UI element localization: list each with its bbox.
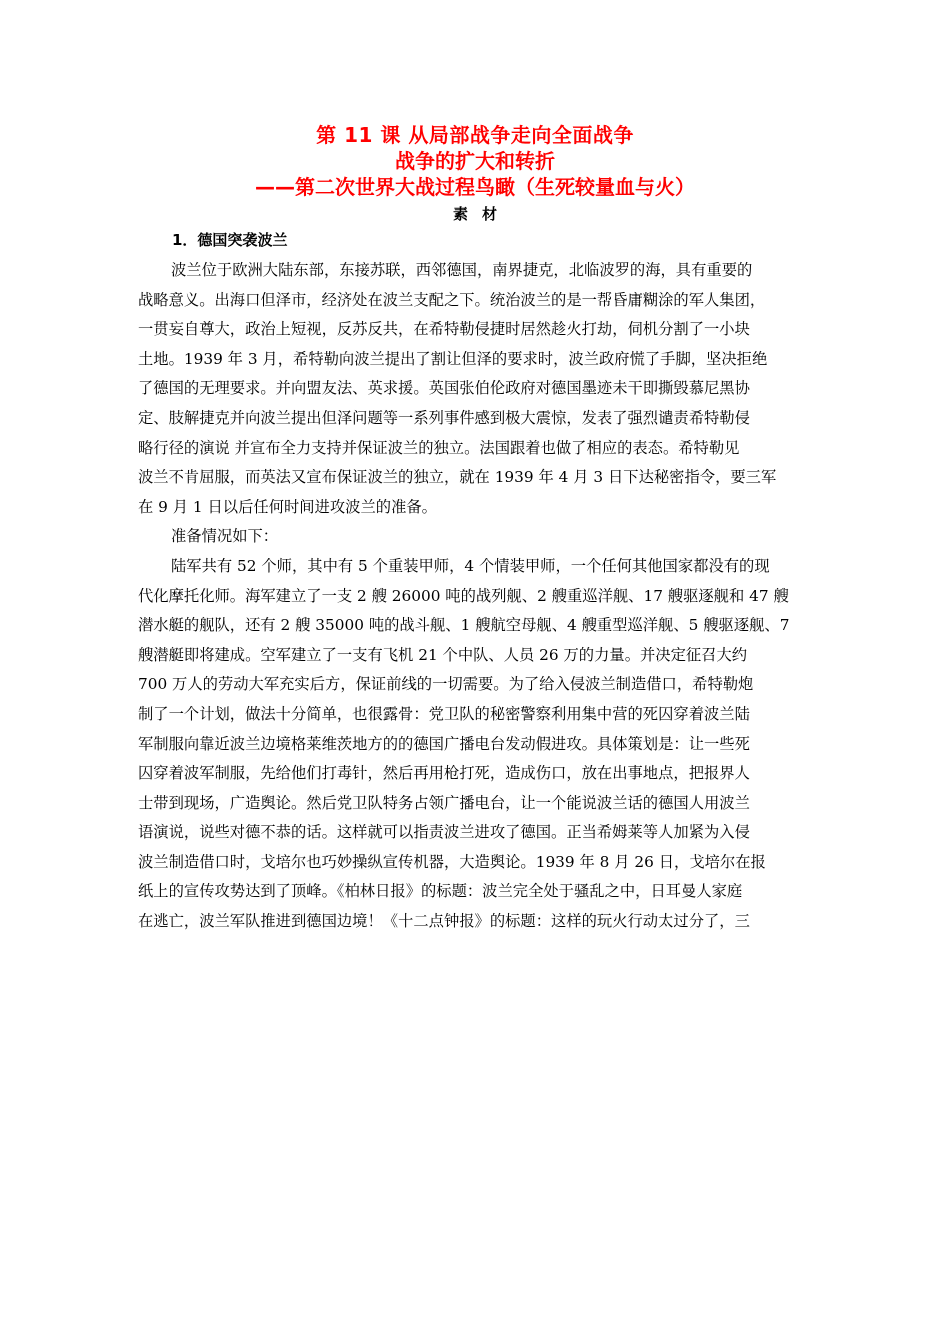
body-text [138,256,818,937]
paragraph-line: 战略意义。出海口但泽市，经济处在波兰支配之下。统治波兰的是一帮昏庸糊涂的军人集团， [138,290,766,309]
paragraph-line: 艘潜艇即将建成。空军建立了一支有飞机 21 个中队、人员 26 万的力量。并决定征召大约 [138,645,748,664]
paragraph-line: 一贯妄自尊大，政治上短视，反苏反共，在希特勒侵捷时居然趁火打劫，伺机分割了一小块 [138,320,750,339]
paragraph-line: 定、肢解捷克并向波兰提出但泽问题等一系列事件感到极大震惊，发表了强烈谴责希特勒侵 [138,408,750,427]
paragraph-line: 代化摩托化师。海军建立了一支 2 艘 26000 吨的战列舰、2 艘重巡洋舰、17 艘驱逐舰和 47 艘 [138,586,789,605]
material-heading: 素材 [452,205,511,223]
paragraph-line: 军制服向靠近波兰边境格莱维茨地方的的德国广播电台发动假进攻。具体策划是：让一些死 [138,734,750,753]
paragraph-line: 纸上的宣传攻势达到了顶峰。《柏林日报》的标题：波兰完全处于骚乱之中，日耳曼人家庭 [138,882,743,901]
paragraph-line: 语演说，说些对德不恭的话。这样就可以指责波兰进攻了德国。正当希姆莱等人加紧为入侵 [138,823,750,842]
paragraph-line: 土地。1939 年 3 月，希特勒向波兰提出了割让但泽的要求时，波兰政府慌了手脚，坚决拒绝 [138,349,768,368]
lesson-title: 第 11 课 从局部战争走向全面战争 [316,123,634,147]
paragraph-line: 囚穿着波军制服，先给他们打毒针，然后再用枪打死，造成伤口，放在出事地点，把报界人 [138,764,750,783]
paragraph-line: 在逃亡，波兰军队推进到德国边境！《十二点钟报》的标题：这样的玩火行动太过分了，三 [138,912,750,931]
paragraph-line: 制了一个计划，做法十分简单，也很露骨：党卫队的秘密警察利用集中营的死囚穿着波兰陆 [138,704,750,723]
title-block [0,122,950,200]
paragraph-line: 波兰位于欧洲大陆东部，东接苏联，西邻德国，南界捷克，北临波罗的海，具有重要的 [171,261,753,279]
paragraph-line: 了德国的无理要求。并向盟友法、英求援。英国张伯伦政府对德国墨迹未干即撕毁慕尼黑协 [138,379,750,398]
paragraph-line: 在 9 月 1 日以后任何时间进攻波兰的准备。 [138,497,437,516]
lesson-subtitle: 战争的扩大和转折 [395,149,555,173]
paragraph-line: 略行径的演说 并宣布全力支持并保证波兰的独立。法国跟着也做了相应的表态。希特勒见 [138,438,740,457]
lesson-topic: ——第二次世界大战过程鸟瞰（生死较量血与火） [255,175,695,199]
paragraph-line: 波兰不肯屈服，而英法又宣布保证波兰的独立，就在 1939 年 4 月 3 日下达秘密指令，要三军 [138,468,777,487]
paragraph-line: 准备情况如下： [171,527,279,546]
paragraph-line: 700 万人的劳动大军充实后方，保证前线的一切需要。为了给入侵波兰制造借口，希特勒炮 [138,675,754,694]
paragraph-line: 潜水艇的舰队，还有 2 艘 35000 吨的战斗舰、1 艘航空母舰、4 艘重型巡洋舰、5 艘驱逐舰、7 [138,616,790,635]
paragraph-line: 陆军共有 52 个师，其中有 5 个重装甲师，4 个情装甲师，一个任何其他国家都没有的现 [171,556,770,575]
paragraph-line: 士带到现场，广造舆论。然后党卫队特务占领广播电台，让一个能说波兰话的德国人用波兰 [138,793,750,812]
paragraph-line: 波兰制造借口时，戈培尔也巧妙操纵宣传机器，大造舆论。1939 年 8 月 26 日，戈培尔在报 [138,852,766,871]
section-heading: 1．德国突袭波兰 [172,231,288,249]
